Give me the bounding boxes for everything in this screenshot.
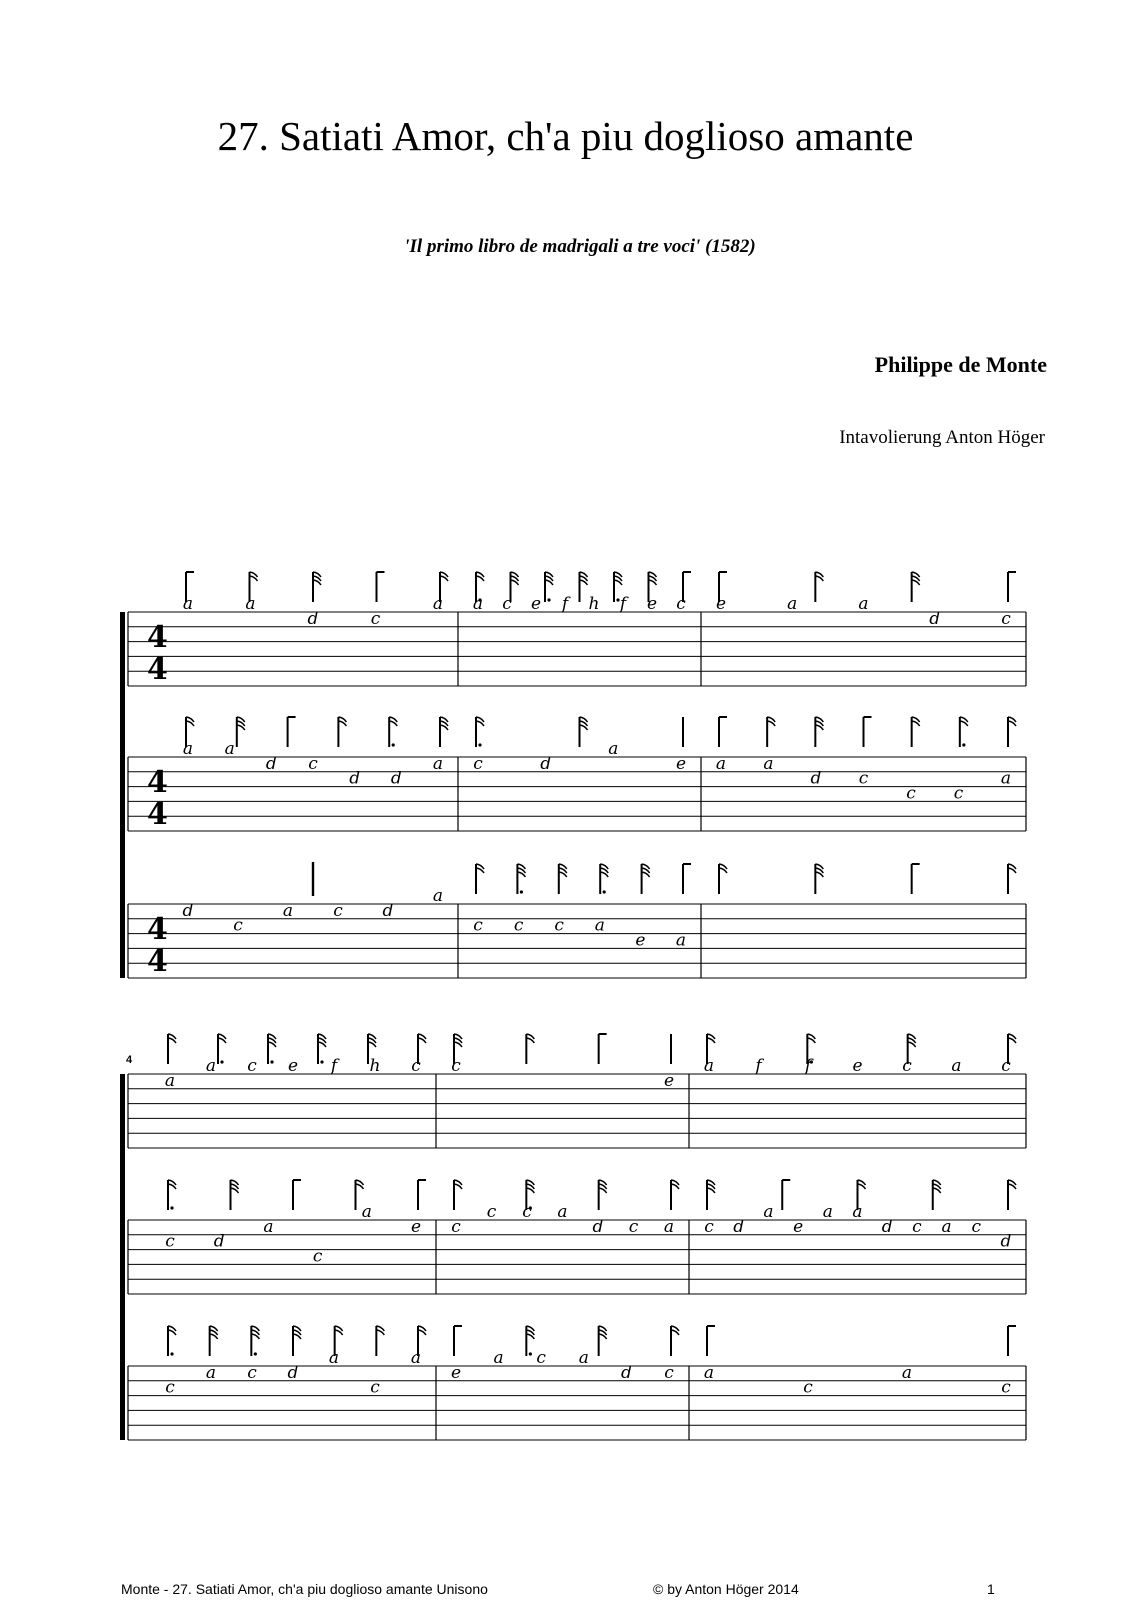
rhythm-sign <box>960 717 968 747</box>
tab-letter: a <box>245 594 256 614</box>
tab-letter: a <box>410 1348 422 1368</box>
tab-letter: e <box>852 1056 863 1076</box>
tab-letter: f <box>619 594 627 614</box>
tab-letter: a <box>432 594 444 614</box>
measure-number: 4 <box>126 1054 133 1066</box>
tab-letter: e <box>410 1216 422 1237</box>
tab-letter: a <box>205 1056 217 1076</box>
system-bracket <box>120 612 125 978</box>
time-signature-bottom: 4 <box>147 797 168 832</box>
rhythm-sign <box>338 717 346 747</box>
tab-letter: f <box>561 594 569 614</box>
rhythm-sign <box>815 717 823 747</box>
tab-letter: c <box>370 608 381 629</box>
tab-letter: c <box>411 1056 421 1076</box>
tab-letter: a <box>224 739 235 759</box>
rhythm-sign <box>580 717 588 747</box>
tab-letter: e <box>793 1216 804 1237</box>
tab-letter: d <box>881 1216 893 1237</box>
tab-letter: d <box>592 1216 604 1237</box>
rhythm-sign <box>377 572 385 602</box>
rhythm-sign <box>1008 1326 1016 1356</box>
tab-letter: a <box>1000 768 1012 789</box>
tab-letter: c <box>247 1362 257 1383</box>
rhythm-sign <box>168 1180 176 1210</box>
tab-letter: a <box>182 594 194 614</box>
rhythm-sign <box>440 717 448 747</box>
tab-letter: e <box>530 594 542 614</box>
rhythm-sign <box>683 864 691 894</box>
tab-letter: a <box>557 1202 568 1222</box>
tab-letter: a <box>901 1362 913 1383</box>
tab-letter: a <box>663 1216 675 1237</box>
tab-letter: d <box>810 768 822 789</box>
tab-letter: d <box>540 753 552 774</box>
system-bracket <box>120 1074 125 1440</box>
rhythm-sign <box>418 1180 426 1210</box>
tab-letter: a <box>328 1348 340 1368</box>
tab-letter: d <box>349 768 361 789</box>
rhythm-sign <box>719 864 727 894</box>
tab-letter: e <box>675 753 687 774</box>
tab-letter: a <box>858 594 869 614</box>
rhythm-sign <box>599 1326 607 1356</box>
tab-letter: d <box>287 1362 299 1383</box>
rhythm-sign <box>782 1180 790 1210</box>
tab-letter: c <box>536 1348 546 1368</box>
tab-letter: a <box>361 1202 372 1222</box>
tab-letter: d <box>265 753 277 774</box>
rhythm-sign <box>376 1326 384 1356</box>
tab-letter: c <box>513 915 524 936</box>
tab-letter: d <box>182 900 194 921</box>
rhythm-sign <box>933 1180 941 1210</box>
tab-letter: a <box>822 1202 833 1222</box>
tab-letter: a <box>182 739 194 759</box>
tab-letter: d <box>382 900 394 921</box>
rhythm-sign <box>1008 1180 1016 1210</box>
tab-letter: f <box>330 1056 338 1076</box>
footer-title: Monte - 27. Satiati Amor, ch'a piu doglioso amante Unisono <box>121 1581 488 1597</box>
tab-letter: a <box>941 1216 952 1237</box>
rhythm-sign <box>1008 572 1016 602</box>
rhythm-sign <box>864 717 872 747</box>
tab-letter: a <box>432 753 444 774</box>
tab-letter: a <box>205 1362 217 1383</box>
rhythm-sign <box>293 1180 301 1210</box>
tab-letter: h <box>588 594 600 614</box>
time-signature-top: 4 <box>147 912 168 947</box>
tab-letter: a <box>493 1348 504 1368</box>
rhythm-sign <box>642 864 650 894</box>
rhythm-sign <box>168 1326 176 1356</box>
rhythm-sign <box>526 1034 534 1064</box>
tab-letter: a <box>164 1070 176 1091</box>
tab-letter: e <box>635 930 646 951</box>
tab-letter: d <box>213 1231 225 1252</box>
tab-letter: a <box>787 594 798 614</box>
tab-letter: c <box>704 1216 714 1237</box>
rhythm-sign <box>599 1034 607 1064</box>
rhythm-sign <box>318 1034 326 1064</box>
page-title: 27. Satiati Amor, ch'a piu doglioso amante <box>217 113 914 159</box>
rhythm-sign <box>237 717 245 747</box>
rhythm-sign <box>912 864 920 894</box>
tab-letter: c <box>473 915 483 936</box>
tab-letter: a <box>282 900 294 921</box>
tab-letter: d <box>733 1216 745 1237</box>
rhythm-sign <box>476 864 484 894</box>
rhythm-sign <box>767 717 775 747</box>
rhythm-sign <box>707 1180 715 1210</box>
tab-letter: c <box>333 900 343 921</box>
tab-letter: a <box>578 1348 589 1368</box>
rhythm-sign <box>559 864 567 894</box>
tab-letter: d <box>390 768 402 789</box>
tab-letter: c <box>628 1216 639 1237</box>
arranger-credit: Intavolierung Anton Höger <box>839 427 1045 448</box>
tab-letter: d <box>1000 1231 1012 1252</box>
rhythm-sign <box>671 1326 679 1356</box>
composer-name: Philippe de Monte <box>874 352 1047 377</box>
rhythm-sign <box>545 572 553 602</box>
rhythm-sign <box>268 1034 276 1064</box>
tab-letter: c <box>486 1202 497 1222</box>
rhythm-sign <box>313 572 321 602</box>
tab-letter: c <box>451 1216 461 1237</box>
tab-letter: c <box>451 1056 461 1076</box>
rhythm-sign <box>1008 717 1016 747</box>
tab-letter: a <box>472 594 484 614</box>
rhythm-sign <box>517 864 525 894</box>
rhythm-sign <box>231 1180 239 1210</box>
rhythm-sign <box>815 864 823 894</box>
tab-letter: a <box>951 1056 962 1076</box>
page-number: 1 <box>987 1581 995 1597</box>
time-signature-top: 4 <box>147 620 168 655</box>
tab-letter: c <box>902 1056 912 1076</box>
tab-letter: c <box>247 1056 257 1076</box>
tab-letter: c <box>858 768 869 789</box>
rhythm-sign <box>912 717 920 747</box>
rhythm-sign <box>815 572 823 602</box>
tab-letter: c <box>308 753 318 774</box>
rhythm-sign <box>454 1180 462 1210</box>
rhythm-sign <box>671 1180 679 1210</box>
tab-letter: e <box>646 594 658 614</box>
rhythm-sign <box>210 1326 218 1356</box>
tab-letter: c <box>676 594 686 614</box>
tab-letter: a <box>608 739 619 759</box>
tab-letter: c <box>165 1377 175 1398</box>
tab-letter: a <box>703 1056 715 1076</box>
rhythm-sign <box>912 572 920 602</box>
rhythm-sign <box>288 717 296 747</box>
tab-letter: e <box>715 594 727 614</box>
tab-letter: a <box>703 1362 715 1383</box>
tab-letter: a <box>715 753 727 774</box>
tab-letter: c <box>1001 608 1011 629</box>
tab-letter: d <box>307 608 319 629</box>
tab-letter: a <box>763 753 774 774</box>
tab-letter: c <box>971 1216 982 1237</box>
tab-letter: e <box>663 1070 675 1091</box>
tab-letter: c <box>473 753 483 774</box>
rhythm-sign <box>476 717 484 747</box>
tab-letter: c <box>233 915 243 936</box>
tab-letter: c <box>370 1377 380 1398</box>
rhythm-sign <box>526 1326 534 1356</box>
tab-letter: a <box>263 1216 274 1237</box>
tab-letter: c <box>953 783 964 804</box>
tab-letter: a <box>594 915 605 936</box>
time-signature-bottom: 4 <box>147 944 168 979</box>
tab-letter: c <box>522 1202 532 1222</box>
tab-letter: a <box>763 1202 774 1222</box>
tab-letter: a <box>675 930 687 951</box>
time-signature-bottom: 4 <box>147 652 168 687</box>
tab-letter: c <box>906 783 916 804</box>
tab-letter: f <box>804 1056 812 1076</box>
tab-letter: c <box>664 1362 674 1383</box>
tab-letter: a <box>432 886 444 906</box>
tab-letter: d <box>929 608 941 629</box>
rhythm-sign <box>600 864 608 894</box>
tab-letter: h <box>369 1056 381 1076</box>
rhythm-sign <box>168 1034 176 1064</box>
source-subtitle: 'Il primo libro de madrigali a tre voci' (1582) <box>404 236 756 257</box>
rhythm-sign <box>293 1326 301 1356</box>
tab-letter: c <box>912 1216 922 1237</box>
tab-letter: f <box>755 1056 762 1076</box>
tab-letter: e <box>450 1362 462 1383</box>
tab-letter: c <box>1001 1056 1011 1076</box>
rhythm-sign <box>218 1034 226 1064</box>
time-signature-top: 4 <box>147 765 168 800</box>
rhythm-sign <box>389 717 397 747</box>
tab-letter: c <box>803 1377 813 1398</box>
rhythm-sign <box>599 1180 607 1210</box>
rhythm-sign <box>1008 864 1016 894</box>
tab-letter: c <box>1001 1377 1011 1398</box>
rhythm-sign <box>580 572 588 602</box>
tab-letter: d <box>620 1362 632 1383</box>
footer-copyright: © by Anton Höger 2014 <box>653 1581 799 1597</box>
tab-letter: c <box>312 1246 323 1267</box>
tab-letter: c <box>502 594 512 614</box>
rhythm-sign <box>707 1326 715 1356</box>
rhythm-sign <box>719 717 727 747</box>
rhythm-sign <box>454 1326 462 1356</box>
tab-letter: c <box>554 915 564 936</box>
tab-letter: e <box>287 1056 299 1076</box>
tab-letter: c <box>165 1231 175 1252</box>
tab-letter: a <box>852 1202 863 1222</box>
rhythm-sign <box>251 1326 259 1356</box>
